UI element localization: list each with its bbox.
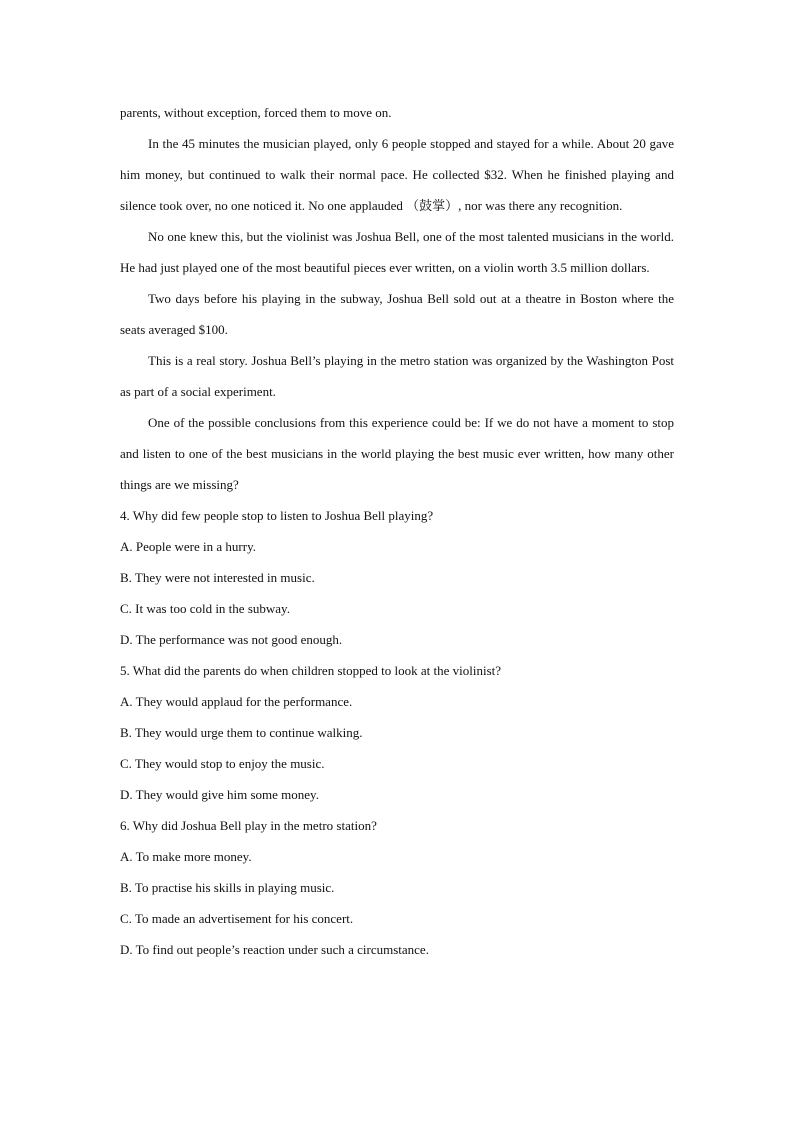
questions (120, 500, 674, 965)
paragraph-2: In the 45 minutes the musician played, only 6 people stopped and stayed for a while. About 20 gave him money, but continued to walk their normal pace. He collected $32. When he finished playing and silence took over, no one noticed it. No one applauded （鼓掌）, nor was there any recognition. (120, 136, 674, 213)
option-a: A. People were in a hurry. (120, 539, 256, 554)
option-d: D. They would give him some money. (120, 787, 319, 802)
paragraph-6: One of the possible conclusions from this experience could be: If we do not have a moment to stop and listen to one of the best musicians in the world playing the best music ever written, how many other things are we missing? (120, 415, 674, 492)
option-d: D. The performance was not good enough. (120, 632, 343, 647)
paragraph-1: parents, without exception, forced them to move on. (120, 105, 392, 120)
passage (120, 97, 674, 500)
option-a: A. They would applaud for the performance. (120, 694, 353, 709)
question-stem: 6. Why did Joshua Bell play in the metro station? (120, 818, 377, 833)
question-stem: 4. Why did few people stop to listen to Joshua Bell playing? (120, 508, 434, 523)
option-b: B. To practise his skills in playing music. (120, 880, 335, 895)
paragraph-5: This is a real story. Joshua Bell’s playing in the metro station was organized by the Washington Post as part of a social experiment. (120, 353, 674, 399)
paragraph-4: Two days before his playing in the subway, Joshua Bell sold out at a theatre in Boston where the seats averaged $100. (120, 291, 674, 337)
paragraph-3: No one knew this, but the violinist was Joshua Bell, one of the most talented musicians in the world. He had just played one of the most beautiful pieces ever written, on a violin worth 3.5 million dollars. (120, 229, 674, 275)
option-c: C. It was too cold in the subway. (120, 601, 290, 616)
option-c: C. They would stop to enjoy the music. (120, 756, 325, 771)
option-c: C. To made an advertisement for his concert. (120, 911, 354, 926)
option-d: D. To find out people’s reaction under such a circumstance. (120, 942, 429, 957)
question-4 (120, 500, 674, 655)
question-5 (120, 655, 674, 810)
option-b: B. They would urge them to continue walking. (120, 725, 363, 740)
question-stem: 5. What did the parents do when children stopped to look at the violinist? (120, 663, 502, 678)
option-a: A. To make more money. (120, 849, 252, 864)
document-page (120, 97, 674, 965)
question-6 (120, 810, 674, 965)
option-b: B. They were not interested in music. (120, 570, 315, 585)
